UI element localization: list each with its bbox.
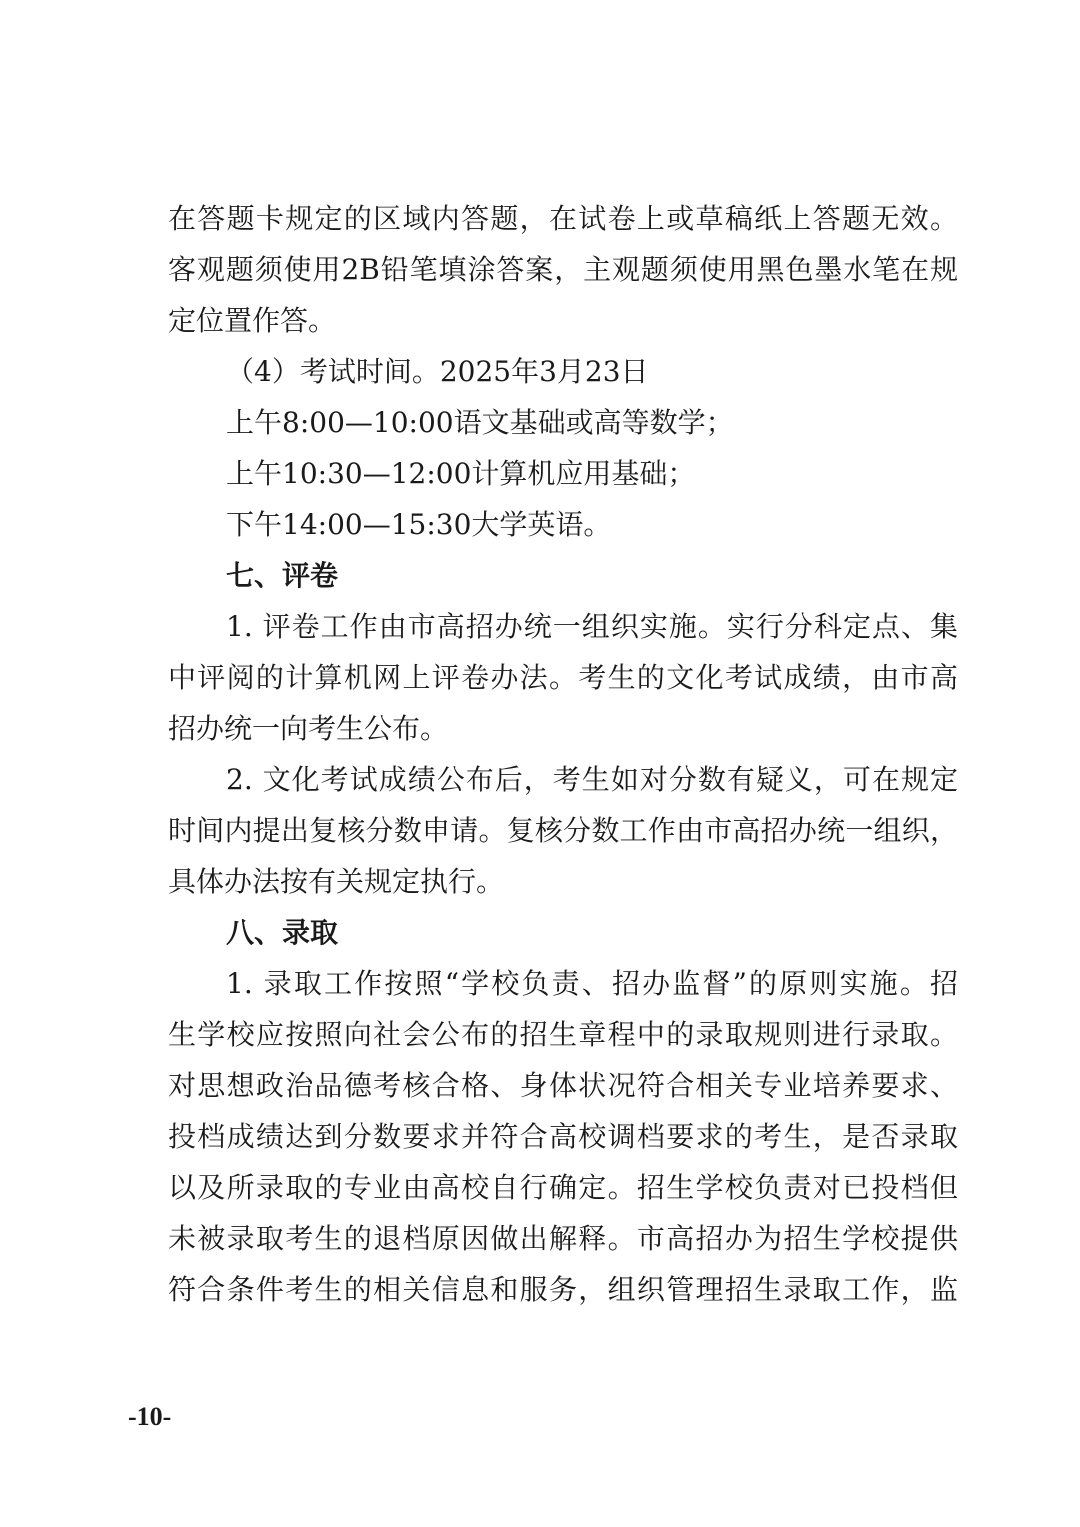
paragraph-line: 招办统一向考生公布。: [168, 712, 449, 745]
schedule-line: 下午14:00—15:30大学英语。: [226, 508, 612, 541]
paragraph-line: 客观题须使用2B铅笔填涂答案，主观题须使用黑色墨水笔在规: [168, 253, 958, 286]
paragraph-line: 投档成绩达到分数要求并符合高校调档要求的考生，是否录取: [168, 1120, 958, 1153]
paragraph-line: 中评阅的计算机网上评卷办法。考生的文化考试成绩，由市高: [168, 661, 958, 694]
exam-time-line: （4）考试时间。2025年3月23日: [226, 355, 649, 388]
document-body: [168, 193, 958, 1315]
section-heading-grading: 七、评卷: [226, 559, 339, 592]
paragraph-line: 1. 评卷工作由市高招办统一组织实施。实行分科定点、集: [226, 610, 958, 643]
paragraph-line: 对思想政治品德考核合格、身体状况符合相关专业培养要求、: [168, 1069, 958, 1102]
paragraph-line: 具体办法按有关规定执行。: [168, 865, 505, 898]
paragraph-line: 定位置作答。: [168, 304, 337, 337]
paragraph-line: 在答题卡规定的区域内答题，在试卷上或草稿纸上答题无效。: [168, 202, 958, 235]
paragraph-line: 2. 文化考试成绩公布后，考生如对分数有疑义，可在规定: [226, 763, 958, 796]
schedule-line: 上午8:00—10:00语文基础或高等数学；: [226, 406, 734, 439]
paragraph-line: 未被录取考生的退档原因做出解释。市高招办为招生学校提供: [168, 1222, 958, 1255]
paragraph-line: 时间内提出复核分数申请。复核分数工作由市高招办统一组织，: [168, 814, 958, 847]
paragraph-line: 生学校应按照向社会公布的招生章程中的录取规则进行录取。: [168, 1018, 958, 1051]
page-number: -10-: [128, 1402, 172, 1431]
paragraph-line: 1. 录取工作按照“学校负责、招办监督”的原则实施。招: [226, 967, 958, 1000]
section-heading-admission: 八、录取: [226, 916, 339, 949]
paragraph-line: 以及所录取的专业由高校自行确定。招生学校负责对已投档但: [168, 1171, 958, 1204]
schedule-line: 上午10:30—12:00计算机应用基础；: [226, 457, 696, 490]
paragraph-line: 符合条件考生的相关信息和服务，组织管理招生录取工作，监: [168, 1273, 958, 1306]
